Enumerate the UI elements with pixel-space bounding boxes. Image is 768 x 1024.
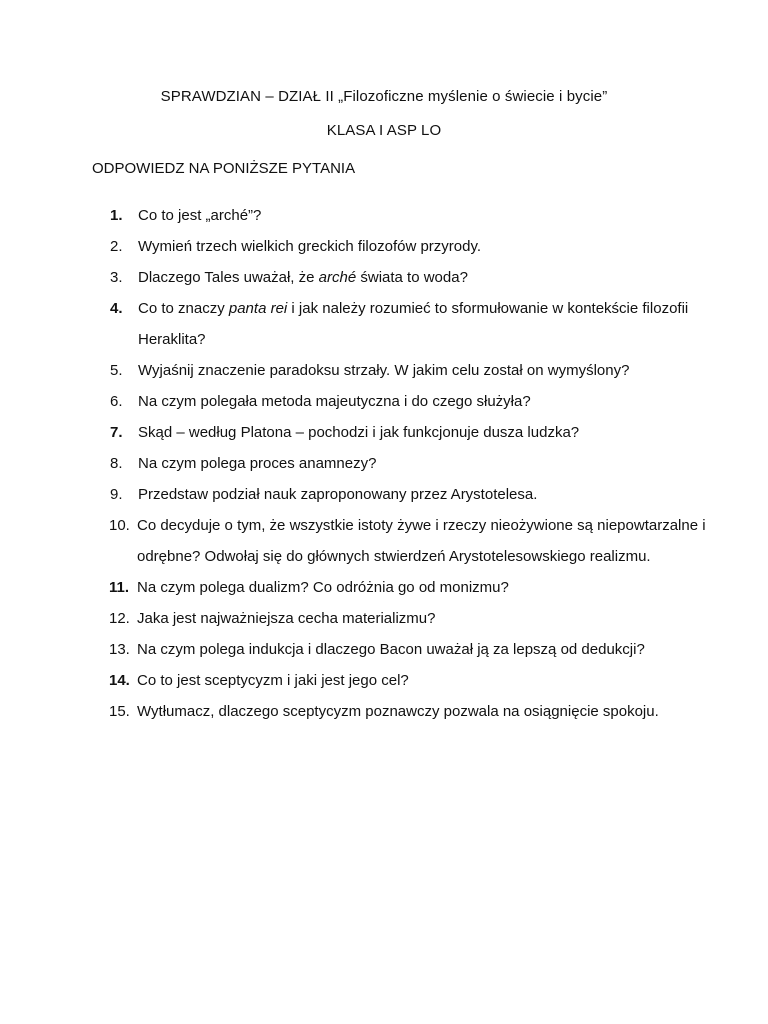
question-number: 1.	[110, 207, 123, 224]
question-number: 14.	[109, 672, 130, 689]
question-text: Wyjaśnij znaczenie paradoksu strzały. W jakim celu został on wymyślony?	[138, 362, 630, 379]
instruction-heading: ODPOWIEDZ NA PONIŻSZE PYTANIA	[92, 160, 356, 177]
question-number: 13.	[109, 641, 130, 658]
question-number: 15.	[109, 703, 130, 720]
question-number: 5.	[110, 362, 123, 379]
question-item-3	[110, 262, 730, 293]
question-number: 2.	[110, 238, 123, 255]
question-item-12	[110, 603, 730, 634]
question-number: 8.	[110, 455, 123, 472]
question-item-13	[110, 634, 730, 665]
question-text: Przedstaw podział nauk zaproponowany przez Arystotelesa.	[138, 486, 538, 503]
question-text: Na czym polega indukcja i dlaczego Bacon uważał ją za lepszą od dedukcji?	[137, 641, 645, 658]
italic-term: arché	[318, 269, 357, 286]
question-text: Na czym polega proces anamnezy?	[138, 455, 377, 472]
question-text: Na czym polegała metoda majeutyczna i do czego służyła?	[138, 393, 531, 410]
question-item-1	[110, 200, 730, 231]
question-text: Co to jest „arché”?	[138, 207, 262, 224]
question-item-6	[110, 386, 730, 417]
question-number: 11.	[109, 579, 130, 596]
question-item-11	[110, 572, 730, 603]
italic-term: panta rei	[228, 300, 288, 317]
page-title: SPRAWDZIAN – DZIAŁ II „Filozoficzne myślenie o świecie i bycie”	[160, 88, 608, 105]
question-item-10	[110, 510, 730, 572]
question-item-7	[110, 417, 730, 448]
question-number: 10.	[109, 517, 130, 534]
question-text	[138, 262, 730, 293]
question-text: Wytłumacz, dlaczego sceptycyzm poznawczy pozwala na osiągnięcie spokoju.	[137, 703, 659, 720]
question-number: 7.	[110, 424, 123, 441]
question-item-8	[110, 448, 730, 479]
question-item-4	[110, 293, 730, 355]
question-text: Co decyduje o tym, że wszystkie istoty żywe i rzeczy nieożywione są niepowtarzalne i odrębne? Odwołaj się do głównych stwierdzeń Arystotelesowskiego realizmu.	[137, 517, 706, 565]
class-label: KLASA I ASP LO	[326, 122, 442, 139]
question-text-part: Dlaczego Tales uważał, że	[138, 269, 319, 286]
question-list	[110, 200, 730, 727]
question-number: 4.	[110, 300, 123, 317]
question-text-part: i jak należy rozumieć to sformułowanie w kontekście filozofii Heraklita?	[138, 300, 689, 348]
question-number: 12.	[109, 610, 130, 627]
question-item-9	[110, 479, 730, 510]
question-item-15	[110, 696, 730, 727]
question-text-part: świata to woda?	[356, 269, 468, 286]
question-number: 6.	[110, 393, 123, 410]
question-text: Na czym polega dualizm? Co odróżnia go od monizmu?	[137, 579, 509, 596]
question-text: Co to jest sceptycyzm i jaki jest jego cel?	[137, 672, 409, 689]
question-item-5	[110, 355, 730, 386]
question-text	[138, 293, 730, 355]
question-item-2	[110, 231, 730, 262]
question-text-part: Co to znaczy	[138, 300, 229, 317]
question-text: Wymień trzech wielkich greckich filozofów przyrody.	[138, 238, 482, 255]
question-text: Jaka jest najważniejsza cecha materializmu?	[137, 610, 436, 627]
question-number: 3.	[110, 269, 123, 286]
question-number: 9.	[110, 486, 123, 503]
question-item-14	[110, 665, 730, 696]
question-text: Skąd – według Platona – pochodzi i jak funkcjonuje dusza ludzka?	[138, 424, 580, 441]
